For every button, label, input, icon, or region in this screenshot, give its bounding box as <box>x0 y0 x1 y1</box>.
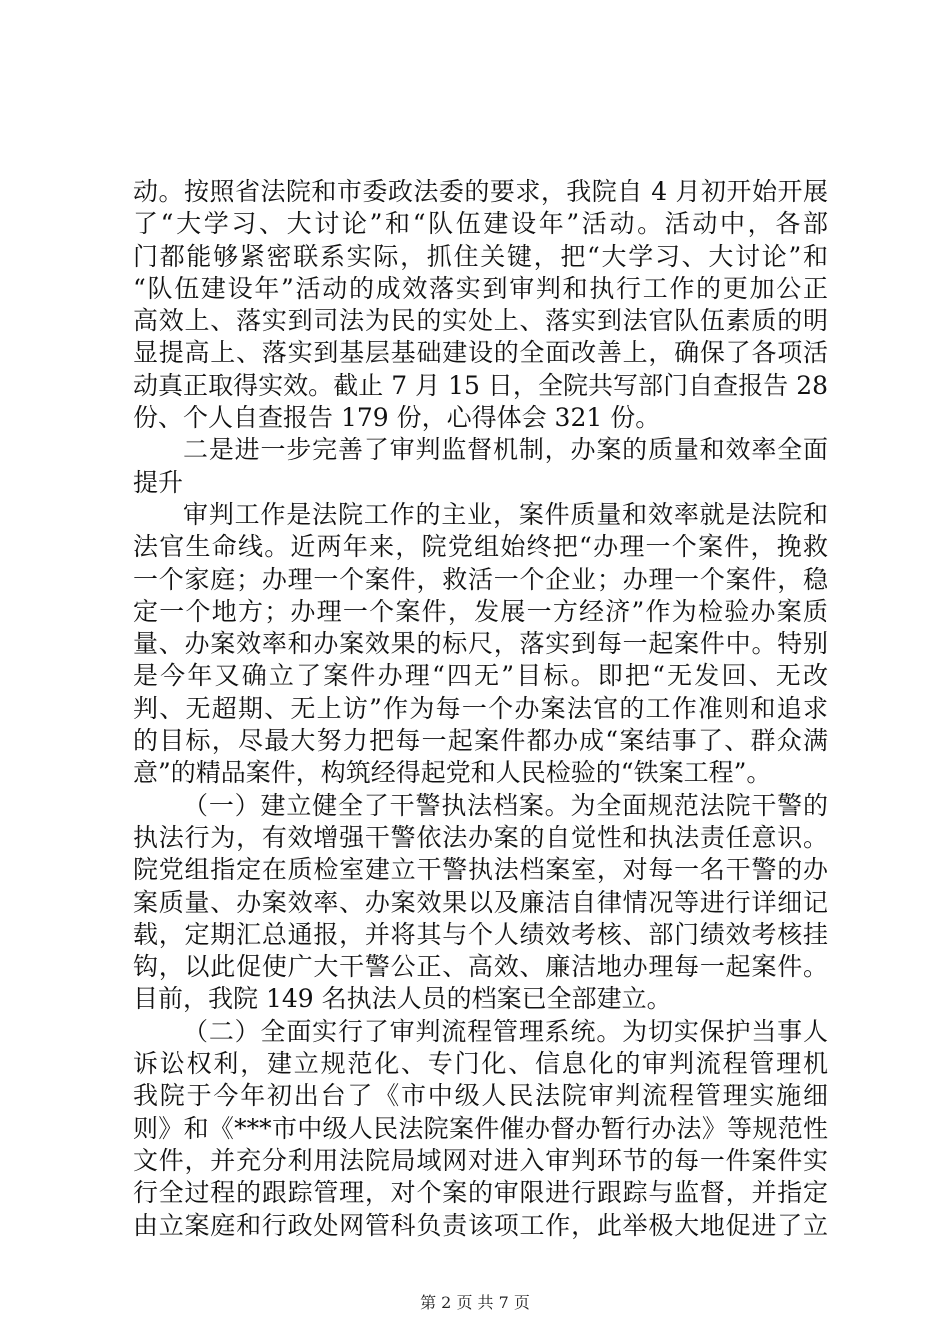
text-line: 行全过程的跟踪管理，对个案的审限进行跟踪与监督，并指定 <box>133 1178 828 1208</box>
text-line: 二是进一步完善了审判监督机制，办案的质量和效率全面 <box>183 435 828 465</box>
text-line: 则》和《***市中级人民法院案件催办督办暂行办法》等规范性 <box>133 1113 828 1143</box>
text-line: 动真正取得实效。截止 7 月 15 日，全院共写部门自查报告 28 <box>133 370 828 400</box>
text-line: （一）建立健全了干警执法档案。为全面规范法院干警的 <box>183 790 828 820</box>
text-line: 文件，并充分利用法院局域网对进入审判环节的每一件案件实 <box>133 1145 828 1175</box>
text-line: 份、个人自查报告 179 份，心得体会 321 份。 <box>133 403 661 433</box>
text-line: 由立案庭和行政处网管科负责该项工作，此举极大地促进了立 <box>133 1210 828 1240</box>
text-line: 诉讼权利，建立规范化、专门化、信息化的审判流程管理机 <box>133 1049 828 1079</box>
text-line: 是今年又确立了案件办理“四无”目标。即把“无发回、无改 <box>133 661 828 691</box>
text-line: 案质量、办案效率、办案效果以及廉洁自律情况等进行详细记 <box>133 887 828 917</box>
document-body <box>133 176 828 1242</box>
text-line: 动。按照省法院和市委政法委的要求，我院自 4 月初开始开展 <box>133 177 828 206</box>
text-line: 我院于今年初出台了《市中级人民法院审判流程管理实施细 <box>133 1081 828 1111</box>
page-footer: 第 2 页 共 7 页 <box>420 1293 530 1312</box>
text-line: 了“大学习、大讨论”和“队伍建设年”活动。活动中，各部 <box>133 209 828 239</box>
text-line: （二）全面实行了审判流程管理系统。为切实保护当事人 <box>183 1016 828 1046</box>
text-line: “队伍建设年”活动的成效落实到审判和执行工作的更加公正 <box>133 273 828 303</box>
text-line: 意”的精品案件，构筑经得起党和人民检验的“铁案工程”。 <box>133 758 772 788</box>
text-line: 执法行为，有效增强干警依法办案的自觉性和执法责任意识。 <box>133 822 828 852</box>
text-line: 定一个地方；办理一个案件，发展一方经济”作为检验办案质 <box>133 596 828 626</box>
text-line: 量、办案效率和办案效果的标尺，落实到每一起案件中。特别 <box>133 629 828 659</box>
text-line: 高效上、落实到司法为民的实处上、落实到法官队伍素质的明 <box>133 306 828 336</box>
text-line: 判、无超期、无上访”作为每一个办案法官的工作准则和追求 <box>133 693 828 723</box>
text-line: 载，定期汇总通报，并将其与个人绩效考核、部门绩效考核挂 <box>133 919 828 949</box>
text-line: 一个家庭；办理一个案件，救活一个企业；办理一个案件，稳 <box>133 564 828 594</box>
text-line: 法官生命线。近两年来，院党组始终把“办理一个案件，挽救 <box>133 532 828 562</box>
text-line: 钩，以此促使广大干警公正、高效、廉洁地办理每一起案件。 <box>133 952 828 982</box>
text-line: 目前，我院 149 名执法人员的档案已全部建立。 <box>133 984 672 1014</box>
text-line: 门都能够紧密联系实际，抓住关键，把“大学习、大讨论”和 <box>133 241 828 271</box>
text-line: 院党组指定在质检室建立干警执法档案室，对每一名干警的办 <box>133 855 828 885</box>
text-line: 显提高上、落实到基层基础建设的全面改善上，确保了各项活 <box>133 338 828 368</box>
text-line: 提升 <box>133 467 184 497</box>
text-line: 审判工作是法院工作的主业，案件质量和效率就是法院和 <box>183 499 828 529</box>
text-line: 的目标，尽最大努力把每一起案件都办成“案结事了、群众满 <box>133 726 828 756</box>
